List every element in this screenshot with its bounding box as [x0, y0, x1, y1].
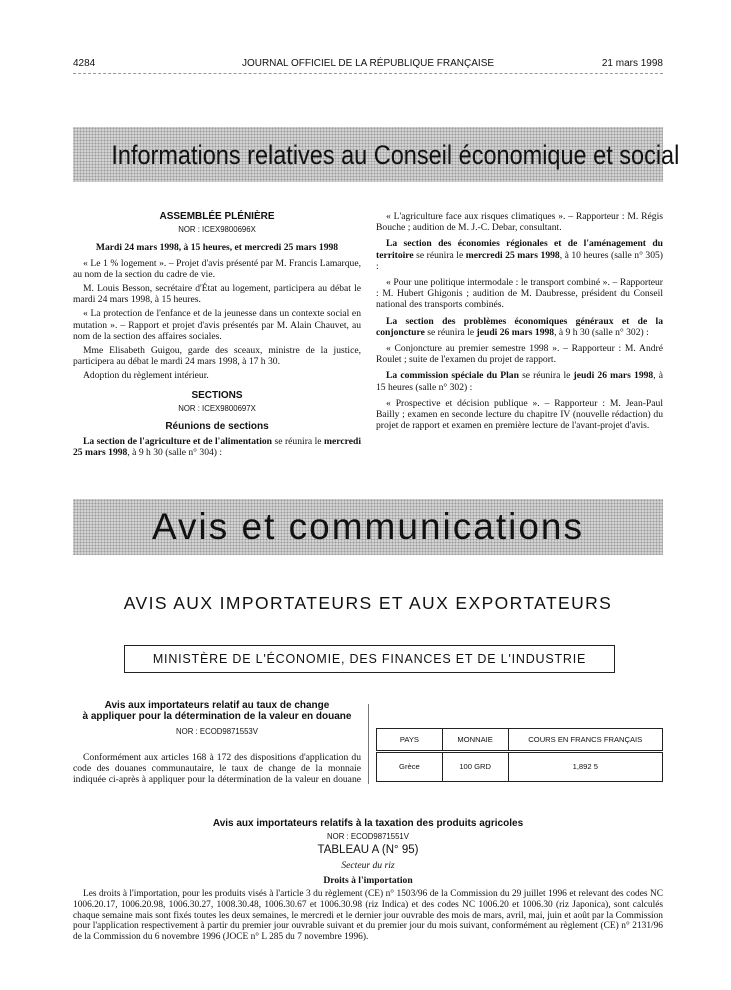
agri-section-name: La section de l'agriculture et de l'alimentation	[83, 436, 273, 448]
assemblee-p4: Mme Elisabeth Guigou, garde des sceaux, ministre de la justice, participera au débat le mardi 24 mars 1998, à 17 h 30.	[73, 345, 361, 368]
journal-title: JOURNAL OFFICIEL DE LA RÉPUBLIQUE FRANÇAISE	[241, 58, 495, 69]
plan-section-name: La commission spéciale du Plan	[386, 370, 519, 382]
assemblee-p5: Adoption du règlement intérieur.	[83, 370, 209, 382]
conj-item: « Conjoncture au premier semestre 1998 ». – Rapporteur : M. André Roulet ; suite de l'examen du projet de rapport.	[376, 343, 663, 366]
conj-date: jeudi 26 mars 1998	[476, 326, 555, 338]
tableau-label: TABLEAU A (N° 95)	[317, 844, 419, 857]
left-column	[73, 211, 361, 462]
assemblee-date-line: Mardi 24 mars 1998, à 15 heures, et mercredi 25 mars 1998	[95, 242, 339, 254]
right-column	[376, 211, 663, 434]
change-title-2: à appliquer pour la détermination de la valeur en douane	[82, 711, 352, 723]
banner-conseil	[73, 127, 680, 182]
change-body-part1: Conformément aux articles 168 à 172 des dispositions d'application du code des douanes communautaire, le taux de change de la monnaie indiquée ci-après à appliquer pour la détermination de la valeur en douane	[73, 751, 361, 786]
eco-text-1: se réunira le	[413, 249, 466, 261]
rate-cell-pays: Grèce	[377, 752, 443, 782]
ministry-box: MINISTÈRE DE L'ÉCONOMIE, DES FINANCES ET DE L'INDUSTRIE	[124, 645, 615, 673]
eco-date: mercredi 25 mars 1998	[465, 249, 560, 261]
rate-table-header-row	[377, 729, 663, 752]
taxation-nor: NOR : ECOD9871551V	[327, 832, 409, 842]
conj-paragraph	[376, 316, 663, 338]
rate-table-wrap	[376, 728, 663, 782]
conj-text-2: , à 9 h 30 (salle n° 302) :	[554, 326, 649, 338]
agri-item: « L'agriculture face aux risques climatiques ». – Rapporteur : M. Régis Bouche ; audition de M. J.-C. Debar, consultant.	[376, 211, 663, 234]
plan-text-1: se réunira le	[518, 370, 574, 382]
sector-label: Secteur du riz	[341, 859, 395, 871]
conj-text-1: se réunira le	[424, 326, 477, 338]
assemblee-p2: M. Louis Besson, secrétaire d'État au logement, participera au débat le mardi 24 mars 1998, à 15 heures.	[73, 283, 361, 306]
agri-date: mercredi 25 mars 1998	[73, 436, 361, 459]
assemblee-title: ASSEMBLÉE PLÉNIÈRE	[159, 211, 275, 222]
taxation-body: Les droits à l'importation, pour les produits visés à l'article 3 du règlement (CE) n° 1503/96 de la Commission du 29 juillet 1996 et relevant des codes NC 1006.20.17, 1006.20.98, 1006.30.27, 1008.30.48, 1006.30.67 et 1006.30.98 (riz Indica) et des codes NC 1006.20 et 1006.30 (riz Japonica), sont calculés chaque semaine mais sont fixés toutes les deux semaines, le mercredi et le dernier jour ouvrable des mois de mars, avril, mai, juin et août par la Commission pour l'application respectivement à partir du premier jour ouvrable suivant et du premier jour du mois suivant, conformément au règlement (CE) n° 2131/96 de la Commission du 6 novembre 1996 (JOCE n° L 285 du 7 novembre 1996).	[73, 889, 663, 943]
taxation-section	[73, 818, 663, 946]
change-title-1: Avis aux importateurs relatif au taux de change	[104, 700, 330, 711]
plan-text-2: , à 15 heures (salle n° 302) :	[376, 370, 664, 393]
sections-subtitle: Réunions de sections	[165, 421, 269, 433]
conj-section-name: La section des problèmes économiques généraux et de la conjoncture	[376, 315, 663, 338]
avis-heading: AVIS AUX IMPORTATEURS ET AUX EXPORTATEURS	[123, 593, 613, 613]
eco-item: « Pour une politique intermodale : le transport combiné ». – Rapporteur : M. Hubert Ghigonis ; audition de M. Daubresse, président du Conseil national des transports combinés.	[376, 277, 663, 311]
change-right	[376, 700, 663, 782]
banner-avis	[73, 499, 663, 555]
column-divider	[368, 704, 369, 784]
taxation-title: Avis aux importateurs relatifs à la taxation des produits agricoles	[212, 818, 524, 829]
assemblee-p1: « Le 1 % logement ». – Projet d'avis présenté par M. Francis Lamarque, au nom de la section du cadre de vie.	[73, 257, 361, 280]
plan-item: « Prospective et décision publique ». – Rapporteur : M. Jean-Paul Bailly ; examen en seconde lecture du chapitre IV (nouvelle rédaction) du projet de rapport et examen en première lecture de l'avant-projet d'avis.	[376, 397, 663, 432]
banner-avis-title: Avis et communications	[152, 506, 584, 547]
plan-paragraph	[376, 370, 663, 392]
agri-text-1: se réunira le	[272, 436, 325, 448]
rate-header-monnaie: MONNAIE	[442, 729, 508, 752]
sections-title: SECTIONS	[191, 389, 243, 401]
change-body-part2-wrap	[376, 700, 663, 722]
change-left	[73, 700, 361, 786]
page-number: 4284	[73, 58, 96, 69]
issue-date: 21 mars 1998	[601, 58, 663, 69]
rate-cell-monnaie: 100 GRD	[442, 752, 508, 782]
sections-nor: NOR : ICEX9800697X	[178, 403, 256, 413]
rate-table	[376, 728, 663, 782]
droits-subhead: Droits à l'importation	[323, 874, 413, 886]
rate-header-cours: COURS EN FRANCS FRANÇAIS	[508, 729, 662, 752]
rate-header-pays: PAYS	[377, 729, 443, 752]
table-row	[377, 752, 663, 782]
assemblee-p3: « La protection de l'enfance et de la jeunesse dans un contexte social en mutation ». – Rapport et projet d'avis présentés par M. Alain Chauvet, au nom de la section des affaires sociales.	[73, 308, 361, 342]
header-rule	[73, 73, 663, 74]
change-nor: NOR : ECOD9871553V	[176, 727, 258, 737]
plan-date: jeudi 26 mars 1998	[573, 370, 654, 382]
eco-text-2: , à 10 heures (salle n° 305) :	[376, 249, 663, 272]
agri-paragraph	[73, 436, 361, 458]
eco-section-name: La section des économies régionales et de l'aménagement du territoire	[376, 238, 663, 261]
assemblee-nor: NOR : ICEX9800696X	[178, 225, 256, 235]
banner-conseil-title: Informations relatives au Conseil économique et social	[111, 140, 680, 170]
agri-text-2: , à 9 h 30 (salle n° 304) :	[127, 447, 223, 459]
rate-cell-cours: 1,892 5	[508, 752, 662, 782]
eco-paragraph	[376, 238, 663, 272]
